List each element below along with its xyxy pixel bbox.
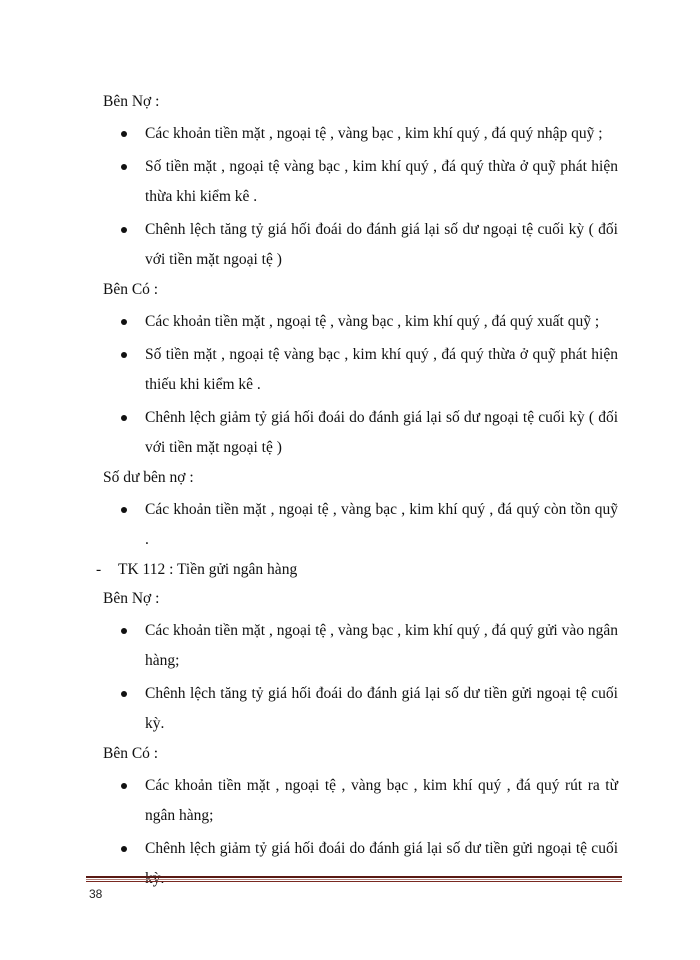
bullet-icon <box>121 846 127 852</box>
list-item-text: Các khoản tiền mặt , ngoại tệ , vàng bạc , kim khí quý , đá quý gửi vào ngân hàng; <box>145 622 618 669</box>
footer-divider-line <box>86 879 622 880</box>
list-item <box>103 403 618 463</box>
bullet-icon <box>121 352 127 358</box>
footer-divider-line <box>86 881 622 882</box>
list-item <box>103 679 618 739</box>
list-item <box>103 834 618 894</box>
list-item <box>103 495 618 555</box>
bullet-icon <box>121 783 127 789</box>
list-item-text: Các khoản tiền mặt , ngoại tệ , vàng bạc , kim khí quý , đá quý còn tồn quỹ . <box>145 501 618 548</box>
section-heading-ben-co-112: Bên Có : <box>103 745 159 762</box>
bullet-icon <box>121 415 127 421</box>
page-number: 38 <box>89 887 103 901</box>
list-item <box>103 771 618 831</box>
bullet-list <box>103 307 618 463</box>
bullet-icon <box>121 164 127 170</box>
list-item <box>103 215 618 275</box>
section-heading-so-du: Số dư bên nợ : <box>103 469 194 486</box>
list-item <box>103 152 618 212</box>
list-item-text: Chênh lệch tăng tỷ giá hối đoái do đánh giá lại số dư tiền gửi ngoại tệ cuối kỳ. <box>145 685 618 732</box>
bullet-list <box>103 616 618 739</box>
dash-marker: - <box>96 561 102 578</box>
account-title-tk112 <box>96 558 618 581</box>
list-item-text: Chênh lệch tăng tỷ giá hối đoái do đánh giá lại số dư ngoại tệ cuối kỳ ( đối với tiền mặt ngoại tệ ) <box>145 221 618 268</box>
section-heading-ben-no: Bên Nợ : <box>103 93 160 110</box>
list-item-text: Các khoản tiền mặt , ngoại tệ , vàng bạc , kim khí quý , đá quý rút ra từ ngân hàng; <box>145 777 618 824</box>
list-item-text: Các khoản tiền mặt , ngoại tệ , vàng bạc , kim khí quý , đá quý xuất quỹ ; <box>145 313 600 330</box>
list-item-text: Số tiền mặt , ngoại tệ vàng bạc , kim khí quý , đá quý thừa ở quỹ phát hiện thừa khi kiểm kê . <box>145 158 618 205</box>
bullet-icon <box>121 227 127 233</box>
bullet-list <box>103 119 618 275</box>
footer-divider <box>86 876 622 882</box>
bullet-icon <box>121 131 127 137</box>
section-heading-ben-co: Bên Có : <box>103 281 159 298</box>
list-item-text: Số tiền mặt , ngoại tệ vàng bạc , kim khí quý , đá quý thừa ở quỹ phát hiện thiếu khi kiểm kê . <box>145 346 618 393</box>
list-item-text: Chênh lệch giảm tỷ giá hối đoái do đánh giá lại số dư ngoại tệ cuối kỳ ( đối với tiền mặt ngoại tệ ) <box>145 409 618 456</box>
list-item-text: Các khoản tiền mặt , ngoại tệ , vàng bạc , kim khí quý , đá quý nhập quỹ ; <box>145 125 603 142</box>
bullet-icon <box>121 319 127 325</box>
bullet-icon <box>121 691 127 697</box>
list-item <box>103 307 618 337</box>
footer-divider-line <box>86 876 622 878</box>
list-item-text: Chênh lệch giảm tỷ giá hối đoái do đánh giá lại số dư tiền gửi ngoại tệ cuối <box>145 840 618 857</box>
bullet-icon <box>121 507 127 513</box>
section-heading-ben-no-112: Bên Nợ : <box>103 590 160 607</box>
page-content <box>96 90 618 897</box>
list-item <box>103 616 618 676</box>
list-item <box>103 340 618 400</box>
list-item <box>103 119 618 149</box>
bullet-icon <box>121 628 127 634</box>
bullet-list <box>103 495 618 555</box>
account-title-text: TK 112 : Tiền gửi ngân hàng <box>118 561 298 578</box>
